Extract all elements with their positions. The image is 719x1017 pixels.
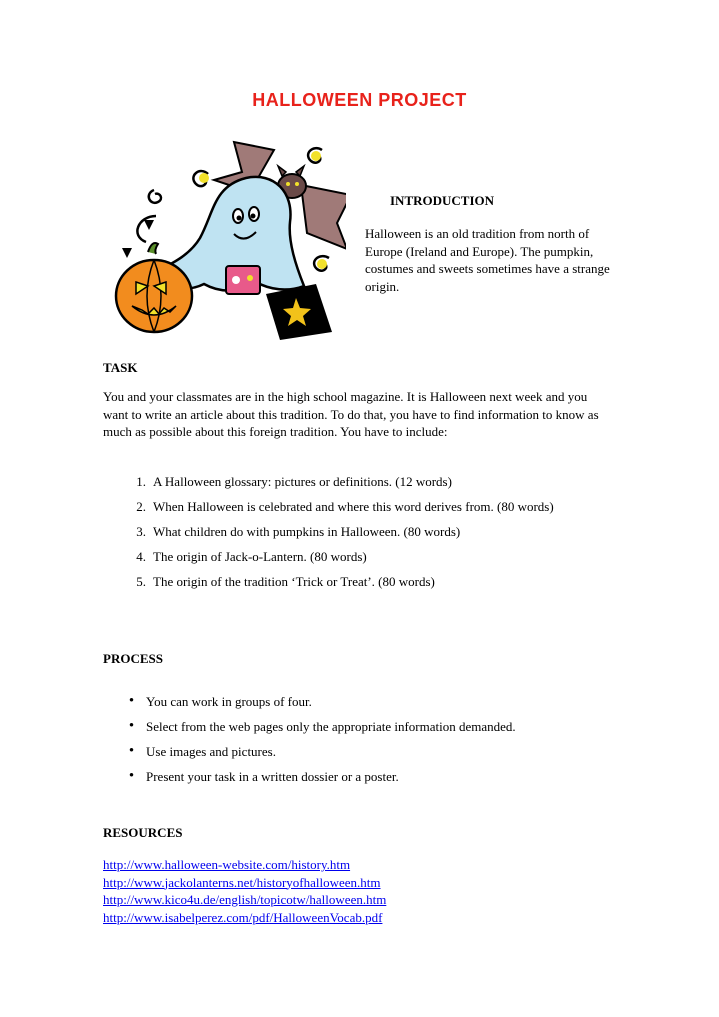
list-text: Present your task in a written dossier or a poster. xyxy=(146,769,399,784)
bullet-icon: • xyxy=(128,718,135,734)
bullet-icon: • xyxy=(128,743,135,759)
list-text: Select from the web pages only the appropriate information demanded. xyxy=(146,719,516,734)
task-text: You and your classmates are in the high school magazine. It is Halloween next week and you want to write an article about this tradition. To do that, you have to find information to know as much as possible about this foreign tradition. You have to include: xyxy=(103,389,599,439)
list-number: 5. xyxy=(136,574,146,589)
list-text: The origin of Jack-o-Lantern. (80 words) xyxy=(153,549,367,564)
bullet-icon: • xyxy=(128,768,135,784)
list-item xyxy=(103,498,663,523)
list-number: 4. xyxy=(136,549,146,564)
list-item xyxy=(103,573,663,598)
list-text: A Halloween glossary: pictures or definitions. (12 words) xyxy=(153,474,452,489)
list-number: 1. xyxy=(136,474,146,489)
list-number: 2. xyxy=(136,499,146,514)
halloween-illustration xyxy=(96,130,346,340)
list-text: When Halloween is celebrated and where this word derives from. (80 words) xyxy=(153,499,554,514)
list-text: The origin of the tradition ‘Trick or Treat’. (80 words) xyxy=(153,574,435,589)
bullet-icon: • xyxy=(128,693,135,709)
resource-link[interactable]: http://www.isabelperez.com/pdf/HalloweenVocab.pdf xyxy=(103,909,383,925)
list-item xyxy=(103,523,663,548)
resource-link[interactable]: http://www.jackolanterns.net/historyofhalloween.htm xyxy=(103,874,381,890)
star-card-icon xyxy=(266,284,332,340)
list-item xyxy=(103,473,663,498)
list-text: You can work in groups of four. xyxy=(146,694,312,709)
list-item xyxy=(103,548,663,573)
process-heading: PROCESS xyxy=(103,651,163,666)
list-text: What children do with pumpkins in Halloween. (80 words) xyxy=(153,524,461,539)
list-item xyxy=(103,718,663,743)
task-list xyxy=(103,473,663,598)
page-title: HALLOWEEN PROJECT xyxy=(252,90,467,110)
task-heading: TASK xyxy=(103,360,138,375)
list-text: Use images and pictures. xyxy=(146,744,276,759)
resources-heading: RESOURCES xyxy=(103,825,183,840)
resource-link[interactable]: http://www.kico4u.de/english/topicotw/halloween.htm xyxy=(103,892,387,907)
introduction-text: Halloween is an old tradition from north of Europe (Ireland and Europe). The pumpkin, costumes and sweets sometimes have a strange origin. xyxy=(365,226,610,294)
list-item xyxy=(103,693,663,718)
list-number: 3. xyxy=(136,524,146,539)
list-item xyxy=(103,743,663,768)
introduction-heading: INTRODUCTION xyxy=(390,193,495,208)
list-item xyxy=(103,768,663,793)
resources-links xyxy=(103,856,386,926)
resource-link[interactable]: http://www.halloween-website.com/history.htm xyxy=(103,857,351,872)
process-list xyxy=(103,693,663,793)
